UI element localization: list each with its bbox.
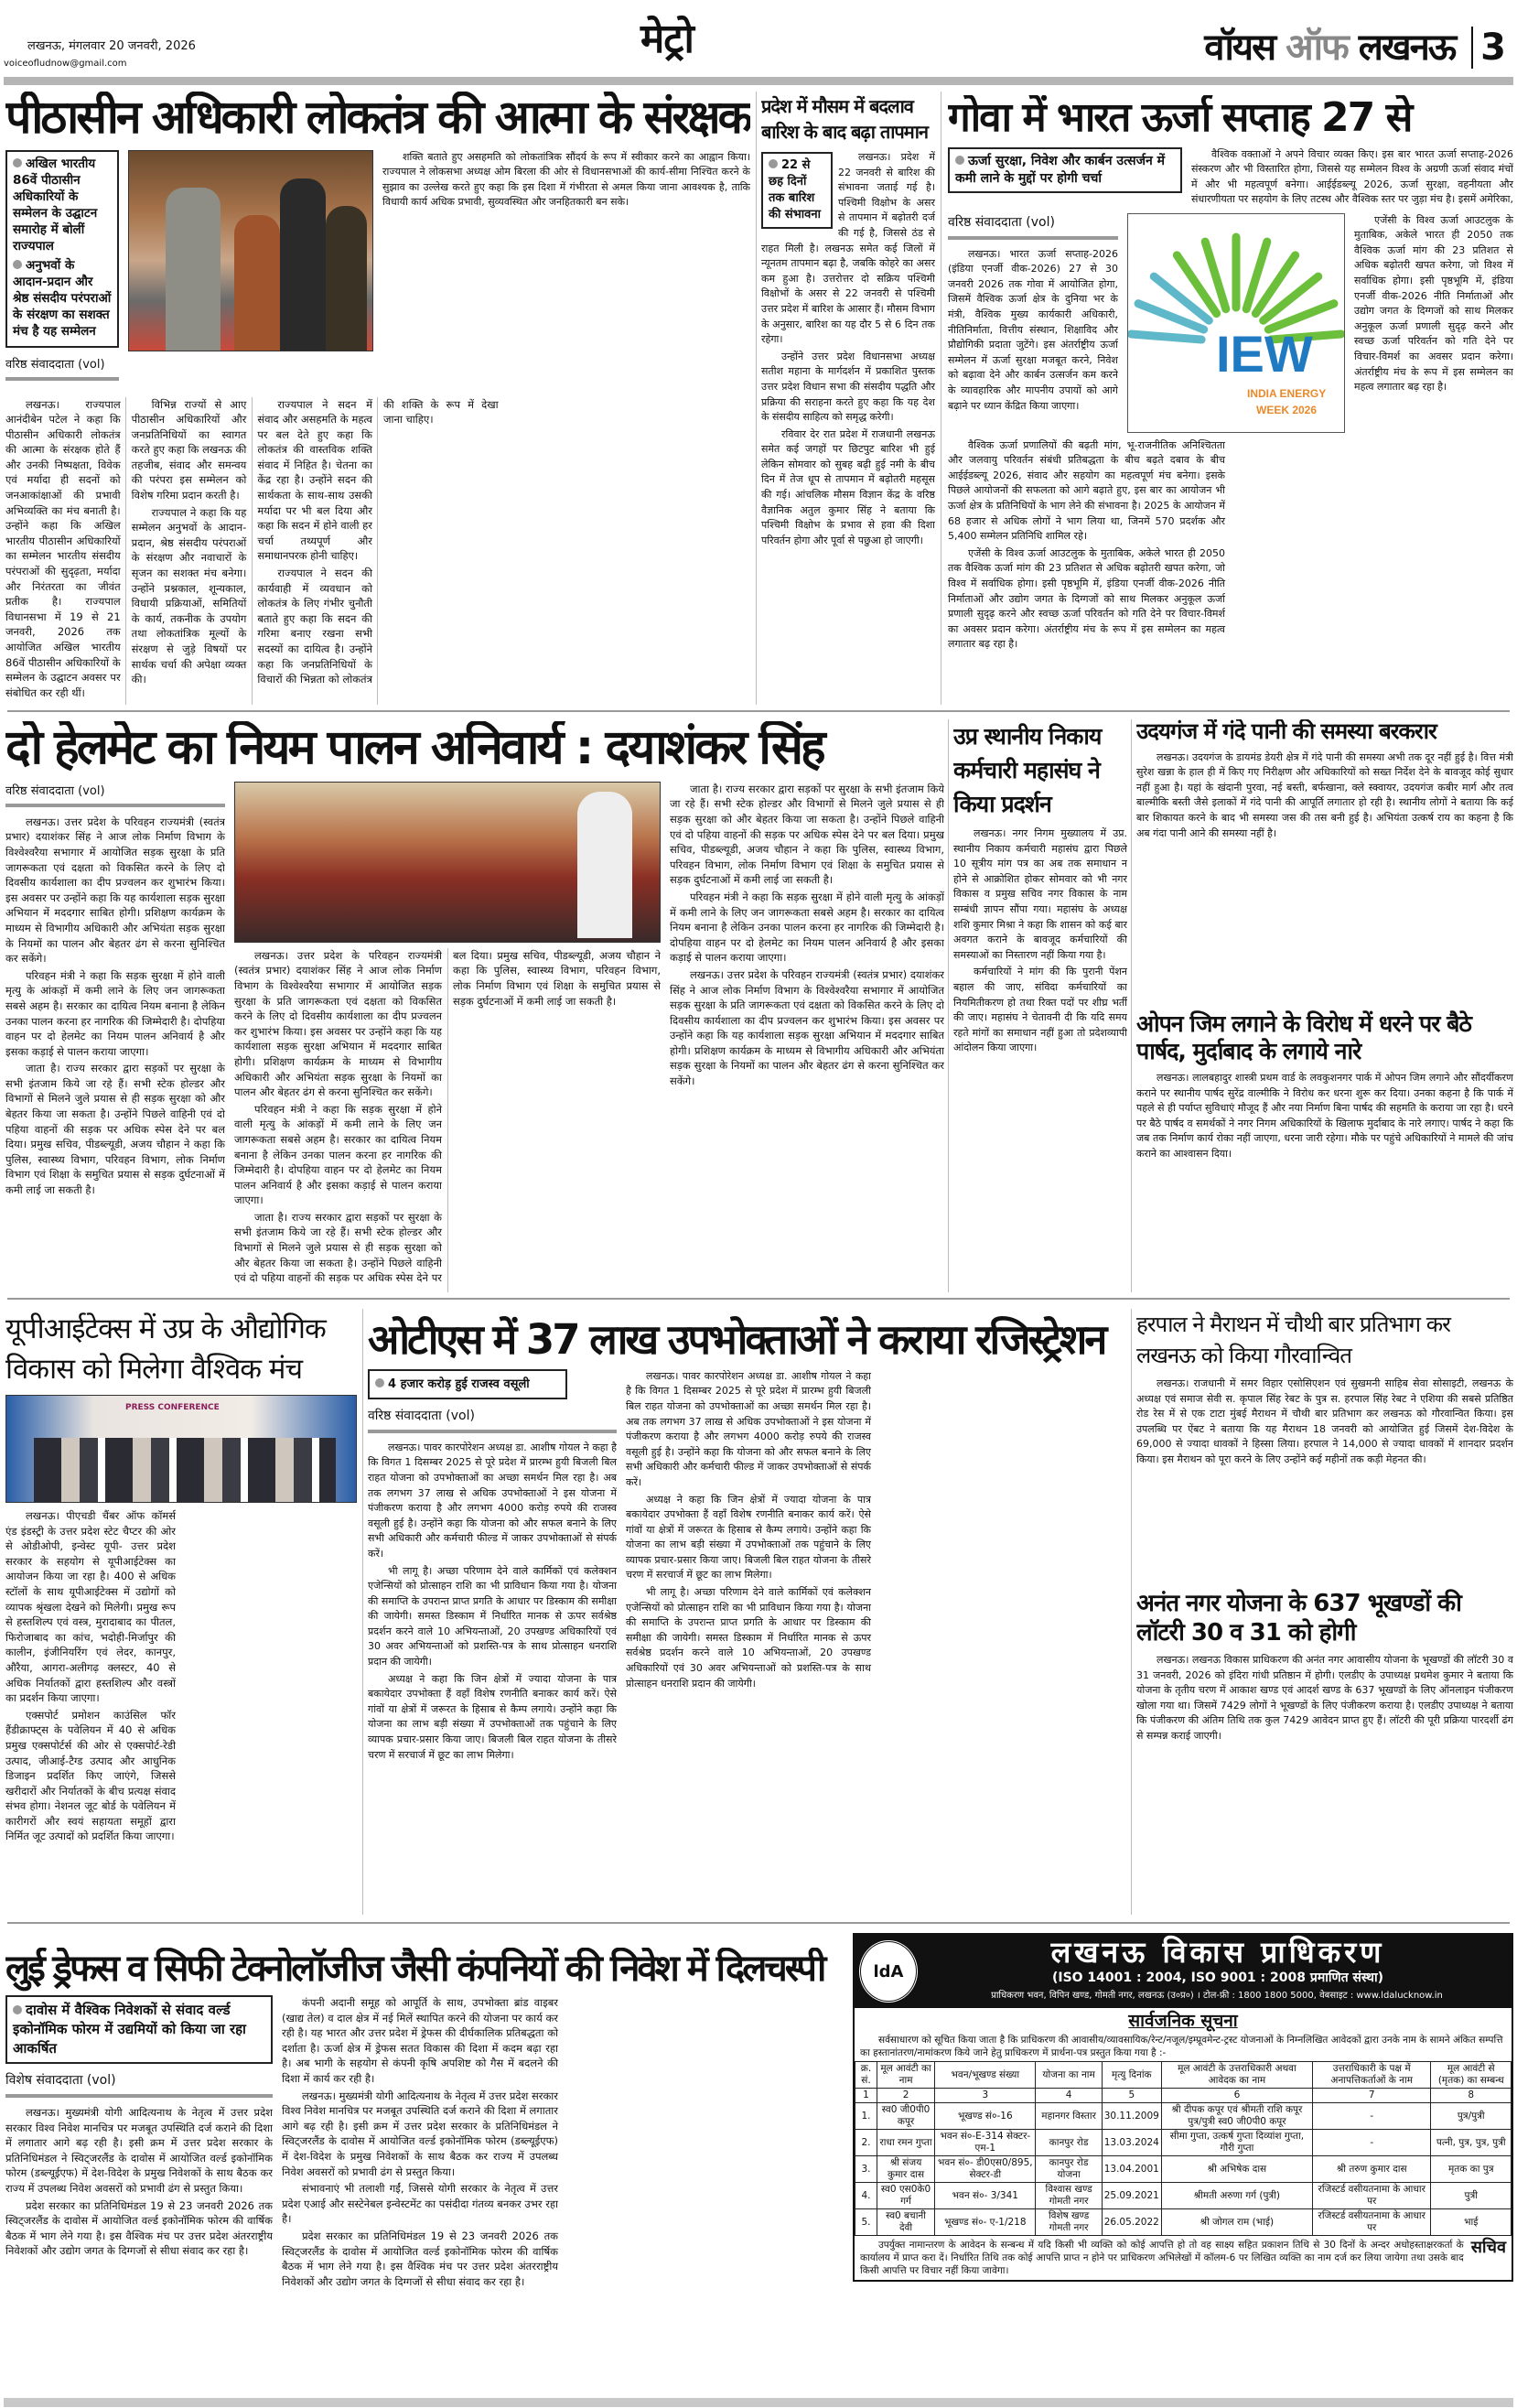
address-line: प्राधिकरण भवन, विपिन खण्ड, गोमती नगर, लखनऊ (उ०प्र०) । टोल-फ्री : 1800 1800 5000, वेबसाइट : www.ldalucknow.in [991, 1991, 1443, 2001]
article-body [948, 438, 1513, 705]
article-top-text [1191, 147, 1513, 208]
masthead-part: ऑफ [1286, 27, 1348, 69]
paragraph: लखनऊ। उत्तर प्रदेश के परिवहन राज्यमंत्री (स्वतंत्र प्रभार) दयाशंकर सिंह ने आज लोक निर्माण विभाग के विश्वेश्वरैया सभागार में आयोजित सड़क सुरक्षा के प्रति जागरूकता एवं दक्षता को विकसित करने के लिए दो दिवसीय कार्यशाला का दीप प्रज्वलन कर शुभारंभ किया। इस अवसर पर उन्होंने कहा कि यह कार्यशाला सड़क सुरक्षा अभियान में मददगार साबित होगी। प्रशिक्षण कार्यक्रम के माध्यम से विभागीय अधिकारी और अभियंता सड़क सुरक्षा के नियमों का पालन और बेहतर ढंग से करना सुनिश्चित कर सकेंगे। [5, 815, 225, 966]
article-body [1136, 1653, 1513, 1913]
paragraph: वैश्विक वक्ताओं ने अपने विचार व्यक्त किए। इस बार भारत ऊर्जा सप्ताह-2026 संस्करण और भी विस्तारित होगा, जिससे यह सम्मेलन विश्व के अग्रणी ऊर्जा संवाद मंचों में और भी महत्वपूर्ण बनेगा। आईईडब्ल्यू 2026, ऊर्जा सुरक्षा, वहनीयता और संधारणीयता पर सहयोग के लिए तटस्थ और वैश्विक स्तर पर जुड़ा मंच है। इसमें अमेरिका, [1191, 147, 1513, 206]
headline: हरपाल ने मैराथन में चौथी बार प्रतिभाग कर लखनऊ को किया गौरवान्वित [1136, 1312, 1450, 1368]
highlight: अनुभवों के आदान-प्रदान और श्रेष्ठ संसदीय परंपराओं के संरक्षण का सशक्त मंच है यह सम्मेलन [13, 257, 112, 339]
table-row [855, 2209, 1512, 2236]
iso-line: (ISO 14001 : 2004, ISO 9001 : 2008 प्रमाणित संस्था) [1051, 1971, 1384, 1985]
notice-heading: सार्वजनिक सूचना [1128, 2011, 1238, 2031]
highlight-box [761, 152, 833, 229]
byline: वरिष्ठ संवाददाता (vol) [5, 782, 225, 807]
table-cell: सीमा गुप्ता, उत्कर्ष गुप्ता दिव्यांश गुप्ता, गौरी गुप्ता [1161, 2130, 1312, 2156]
paragraph: लखनऊ। उत्तर प्रदेश के परिवहन राज्यमंत्री (स्वतंत्र प्रभार) दयाशंकर सिंह ने आज लोक निर्माण विभाग के विश्वेश्वरैया सभागार में आयोजित सड़क सुरक्षा के प्रति जागरूकता एवं दक्षता को विकसित करने के लिए दो दिवसीय कार्यशाला का दीप प्रज्वलन कर शुभारंभ किया। इस अवसर पर उन्होंने कहा कि यह कार्यशाला सड़क सुरक्षा अभियान में मददगार साबित होगी। प्रशिक्षण कार्यक्रम के माध्यम से विभागीय अधिकारी और अभियंता सड़क सुरक्षा के नियमों का पालन और बेहतर ढंग से करना सुनिश्चित कर सकेंगे। [234, 948, 442, 1099]
paragraph: परिवहन मंत्री ने कहा कि सड़क सुरक्षा में होने वाली मृत्यु के आंकड़ों में कमी लाने के लिए जन जागरूकता सबसे अहम है। सरकार का दायित्व नियम बनाना है लेकिन उनका पालन करना हर नागरिक की जिम्मेदारी है। दोपहिया वाहन पर दो हेलमेट का नियम पालन अनिवार्य है और इसका कड़ाई से पालन कराया जाएगा। [5, 968, 225, 1058]
paragraph: एजेंसी के विश्व ऊर्जा आउटलुक के मुताबिक, अकेले भारत ही 2050 तक वैश्विक ऊर्जा मांग की 23 प्रतिशत से अधिक बढ़ोतरी खपत करेगा, जो विश्व में सर्वाधिक होगा। इसी पृष्ठभूमि में, इंडिया एनर्जी वीक-2026 नीति निर्माताओं और उद्योग जगत के दिग्गजों को साथ मिलकर अनुकूल ऊर्जा प्रणाली सुदृढ़ करने और स्वच्छ ऊर्जा परिवर्तन को गति देने पर विचार-विमर्श का अवसर प्रदान करेगा। अंतर्राष्ट्रीय मंच के रूप में इस सम्मेलन का महत्व लगातार बढ़ रहा है। [948, 546, 1225, 651]
india-energy-week-logo [1127, 213, 1345, 433]
article-side-text [1354, 213, 1513, 433]
column-number: 5 [1102, 2089, 1161, 2103]
dateline: लखनऊ, मंगलवार 20 जनवरी, 2026 [27, 39, 196, 53]
table-cell: पुत्र/पुत्री [1431, 2103, 1512, 2130]
article-body [626, 1369, 1127, 1913]
photo-workshop-audience [234, 782, 661, 943]
weather-article [761, 93, 935, 705]
harpal-marathon-article [1136, 1309, 1513, 1583]
footer-text: उपर्युक्त नामान्तरण के आवेदन के सन्बन्ध में यदि किसी भी व्यक्ति को कोई आपत्ति हो तो वह साक्ष्य सहित प्रकाशन तिथि से 30 दिनों के अन्दर अधोहस्ताक्षरकर्ता के कार्यालय में प्राप्त करा दें। निर्धारित तिथि तक कोई आपत्ति प्राप्त न होने पर प्राधिकरण अभिलेखों में कॉलम-6 पर लिखित व्यक्ति का नाम दर्ज कर लिया जायेगा तथा उसके बाद किसी आपत्ति पर विचार नहीं किया जावेगा। [860, 2240, 1464, 2276]
table-cell: स्व0 बचानी देवी [877, 2209, 934, 2236]
paragraph: लखनऊ। राज्यपाल आनंदीबेन पटेल ने कहा कि पीठासीन अधिकारी लोकतंत्र की आत्मा के संरक्षक होते हैं और उनकी निष्पक्षता, विवेक एवं मर्यादा ही सदनों को जनआकांक्षाओं की प्रभावी अभिव्यक्ति का मंच बनाती है। उन्होंने कहा कि अखिल भारतीय पीठासीन अधिकारियों का सम्मेलन भारतीय संसदीय परंपराओं की सुदृढ़ता, मर्यादा और निरंतरता का जीवंत प्रतीक है। राज्यपाल विधानसभा में 19 से 21 जनवरी, 2026 तक आयोजित अखिल भारतीय 86वें पीठासीन अधिकारियों के सम्मेलन के उद्घाटन अवसर पर संबोधित कर रही थीं। [5, 397, 121, 699]
table-cell: श्री दीपक कपूर एवं श्रीमती राशि कपूर पुत्र/पुत्री स्व0 जी0पी0 कपूर [1161, 2103, 1312, 2130]
table-cell: पुत्री [1431, 2183, 1512, 2209]
table-cell: भवन सं०-E-314 सेक्टर-एम-1 [935, 2130, 1036, 2156]
table-cell: श्री अभिषेक दास [1161, 2156, 1312, 2183]
table-cell: कानपुर रोड [1036, 2130, 1102, 2156]
highlight: 22 से छह दिनों तक बारिश की संभावना [769, 158, 821, 221]
paragraph: लखनऊ। प्रदेश में 22 जनवरी से बारिश की संभावना जताई गई है। पश्चिमी विक्षोभ के असर से तापमान में बढ़ोतरी दर्ज की गई है, जिससे ठंड से राहत मिली है। लखनऊ समेत कई जिलों में न्यूनतम तापमान बढ़ा है, जबकि कोहरे का असर कम हुआ है। उत्तरोत्तर दो सक्रिय पश्चिमी विक्षोभों के असर से 22 जनवरी से पश्चिमी उत्तर प्रदेश में बारिश के आसार हैं। मौसम विभाग के अनुसार, बारिश का यह दौर 5 से 6 दिन तक रहेगा। [761, 151, 935, 346]
headline: गोवा में भारत ऊर्जा सप्ताह 27 से [948, 95, 1412, 141]
logo-text: IEW [1216, 324, 1313, 383]
paragraph: विभिन्न राज्यों से आए पीठासीन अधिकारियों और जनप्रतिनिधियों का स्वागत करते हुए कहा कि लखनऊ की तहजीब, संवाद और समन्वय की परंपरा इस सम्मेलन को विशेष गरिमा प्रदान करती है। [131, 397, 247, 502]
headline-line: बारिश के बाद बढ़ा तापमान [761, 121, 929, 143]
paragraph: उन्होंने उत्तर प्रदेश विधानसभा अध्यक्ष सतीश महाना के मार्गदर्शन में प्रकाशित पुस्तक उत्तर प्रदेश विधान सभा की संसदीय पद्धति और प्रक्रिया की सराहना करते हुए कहा कि यह देश के संसदीय साहित्य को समृद्ध करेगी। [761, 350, 935, 424]
column-number: 3 [935, 2089, 1036, 2103]
highlight-box [948, 147, 1182, 193]
paragraph: प्रदेश सरकार का प्रतिनिधिमंडल 19 से 23 जनवरी 2026 तक स्विट्जरलैंड के दावोस में आयोजित वर्ल्ड इकोनॉमिक फोरम की वार्षिक बैठक में भाग लेने गया है। इस वैश्विक मंच पर उत्तर प्रदेश अंतरराष्ट्रीय निवेशकों और उद्योग जगत के दिग्गजों से सीधा संवाद कर रहा है। [282, 2229, 558, 2288]
table-cell: पत्नी, पुत्र, पुत्र, पुत्री [1431, 2130, 1512, 2156]
notice-intro: सर्वसाधारण को सूचित किया जाता है कि प्राधिकरण की आवासीय/व्यावसायिक/रेन्ट/नजूल/इम्प्रूवमेन्ट-ट्रस्ट योजनाओं के निम्नलिखित आवेदकों द्वारा उनके नाम के सामने अंकित सम्पत्ति का हस्तानांतरण/नामांकरण किये जाने हेतु प्राधिकरण में प्रार्थना-पत्र प्रस्तुत किया गया है :- [860, 2035, 1503, 2058]
article-body-col1 [5, 2105, 273, 2380]
notice-title: लखनऊ विकास प्राधिकरण [1050, 1935, 1385, 1970]
highlight: 4 हजार करोड़ हुई राजस्व वसूली [388, 1377, 530, 1391]
table-cell: भूखण्ड सं०- ए-1/218 [935, 2209, 1036, 2236]
lda-emblem-icon [858, 1939, 919, 2003]
table-cell: 4. [855, 2183, 877, 2209]
highlight: अखिल भारतीय 86वें पीठासीन अधिकारियों के सम्मेलन के उद्घाटन समारोह में बोलीं राज्यपाल [13, 156, 98, 254]
paragraph: एजेंसी के विश्व ऊर्जा आउटलुक के मुताबिक, अकेले भारत ही 2050 तक वैश्विक ऊर्जा मांग की 23 प्रतिशत से अधिक बढ़ोतरी खपत करेगा, जो विश्व में सर्वाधिक होगा। इसी पृष्ठभूमि में, इंडिया एनर्जी वीक-2026 नीति निर्माताओं और उद्योग जगत के दिग्गजों को साथ मिलकर अनुकूल ऊर्जा प्रणाली सुदृढ़ करने और स्वच्छ ऊर्जा परिवर्तन को गति देने पर विचार-विमर्श का अवसर प्रदान करेगा। अंतर्राष्ट्रीय मंच के रूप में इस सम्मेलन का महत्व लगातार बढ़ रहा है। [1354, 213, 1513, 394]
table-cell: 3. [855, 2156, 877, 2183]
column-number: 4 [1036, 2089, 1102, 2103]
paragraph: वैश्विक ऊर्जा प्रणालियों की बढ़ती मांग, भू-राजनीतिक अनिश्चितता और जलवायु परिवर्तन संबंधी प्रतिबद्धता के बीच बढ़ते दबाव के बीच आईईडब्ल्यू 2026, संवाद और सहयोग का महत्वपूर्ण मंच बनेगा। इसके पिछले आयोजनों की सफलता को आगे बढ़ाते हुए, इस बार का आयोजन भी ऊर्जा क्षेत्र के प्रतिनिधियों के भाग लेने की संभावना है। 2025 के आयोजन में 68 हजार से अधिक लोगों ने भाग लिया था, जिनमें 570 प्रदर्शक और 5,400 सम्मेलन प्रतिनिधि शामिल रहे। [948, 438, 1225, 543]
article-body [953, 826, 1127, 1292]
highlight: ऊर्जा सुरक्षा, निवेश और कार्बन उत्सर्जन में कमी लाने के मुद्दों पर होगी चर्चा [955, 153, 1165, 186]
headline-line: प्रदेश में मौसम में बदलाव [761, 95, 913, 117]
paragraph: लखनऊ। भारत ऊर्जा सप्ताह-2026 (इंडिया एनर्जी वीक-2026) 27 से 30 जनवरी 2026 तक गोवा में आयोजित होगा, जिसमें वैश्विक ऊर्जा क्षेत्र के दुनिया भर के मंत्री, वैश्विक मुख्य कार्यकारी अधिकारी, नीतिनिर्माता, वित्तीय संस्थान, शिक्षाविद और प्रौद्योगिकी प्रदाता जुटेंगे। इस अंतर्राष्ट्रीय ऊर्जा सम्मेलन में ऊर्जा सुरक्षा मजबूत करने, निवेश को बढ़ावा देने और कार्बन उत्सर्जन कम करने के व्यावहारिक और मापनीय उपायों को आगे बढ़ाने पर ध्यान केंद्रित किया जाएगा। [948, 247, 1118, 412]
table-cell: श्री तरुण कुमार दास [1312, 2156, 1431, 2183]
masthead-part: वॉयस [1204, 27, 1275, 69]
column-header: क्र. सं. [855, 2062, 877, 2089]
headline: उप्र स्थानीय निकाय कर्मचारी महासंघ ने किया प्रदर्शन [953, 723, 1102, 817]
header-rule [4, 77, 1513, 85]
table-cell: मृतक का पुत्र [1431, 2156, 1512, 2183]
article-body [5, 397, 750, 706]
headline [761, 93, 935, 145]
goa-energy-week-article [948, 95, 1513, 705]
headline: उदयगंज में गंदे पानी की समस्या बरकरार [1136, 719, 1436, 744]
email: voiceofludnow@gmail.com [4, 59, 127, 69]
article-body [761, 150, 935, 705]
lda-public-notice [853, 1933, 1513, 2282]
column-number: 1 [855, 2089, 877, 2103]
paragraph: कंपनी अदानी समूह को आपूर्ति के साथ, उपभोक्ता ब्रांड वाइबर (खाद्य तेल) व दाल क्षेत्र में नई मिलें स्थापित करने की योजना पर कार्य कर रही है। यह भारत और उत्तर प्रदेश में ड्रेफस की दीर्घकालिक प्रतिबद्धता को दर्शाता है। ऊर्जा क्षेत्र में ड्रेफस सतत विकास की दिशा में कदम बढ़ा रहा है। अब भागी के सहयोग से कंपनी कृषि अपशिष्ट को गैस में बदलने की दिशा में कार्य कर रही है। [282, 1996, 558, 2085]
table-cell: विशेष खण्ड गोमती नगर [1036, 2209, 1102, 2236]
table-cell: विश्वास खण्ड गोमती नगर [1036, 2183, 1102, 2209]
paragraph: लखनऊ। पीएचडी चैंबर ऑफ कॉमर्स एंड इंडस्ट्री के उत्तर प्रदेश स्टेट चैप्टर की ओर से ओडीओपी, इन्वेस्ट यूपी- उत्तर प्रदेश सरकार के सहयोग से यूपीआईटेक्स का आयोजन किया जा रहा है। 400 से अधिक स्टॉलों के साथ यूपीआईटेक्स में उद्योगों को व्यापक श्रृंखला देखने को मिलेगी। प्रमुख रूप से हस्तशिल्प एवं वस्त्र, मुरादाबाद का पीतल, फिरोजाबाद का कांच, भदोही-मिर्जापुर की कालीन, इंजीनियरिंग एवं लेदर, कानपुर, औरैया, आगरा-अलीगढ़ क्लस्टर, 40 से अधिक निर्यातकों द्वारा हस्तशिल्प और वस्त्रों का प्रदर्शन किया जाएगा। [5, 1509, 176, 1705]
article-body [1136, 1377, 1513, 1583]
column-number: 8 [1431, 2089, 1512, 2103]
table-cell: श्री जोगल राम (भाई) [1161, 2209, 1312, 2236]
article-body [234, 948, 661, 1292]
table-cell: 13.04.2001 [1102, 2156, 1161, 2183]
column-header: योजना का नाम [1036, 2062, 1102, 2089]
article-body-col3 [670, 782, 944, 1292]
column-header: मूल आवंटी से (मृतक) का सम्बन्ध [1431, 2062, 1512, 2089]
byline: वरिष्ठ संवाददाता (vol) [5, 355, 119, 381]
table-row [855, 2183, 1512, 2209]
table-cell: भूखण्ड सं०-16 [935, 2103, 1036, 2130]
page-number: 3 [1471, 27, 1504, 69]
table-cell: रजिस्टर्ड वसीयतनामा के आधार पर [1312, 2209, 1431, 2236]
photo-press-conference [5, 1395, 357, 1503]
paragraph: राज्यपाल ने सदन की कार्यवाही में व्यवधान को लोकतंत्र के लिए गंभीर चुनौती बताते हुए कहा कि सदन की गरिमा बनाए रखना सभी सदस्यों का दायित्व है। उन्होंने कहा कि जनप्रतिनिधियों के विचारों की भिन्नता को लोकतंत्र की शक्ति के रूप में देखा जाना चाहिए। [257, 397, 499, 686]
table-cell: 13.03.2024 [1102, 2130, 1161, 2156]
highlight-box [5, 150, 119, 348]
notice-table [855, 2061, 1512, 2236]
lead-article [5, 92, 750, 705]
paragraph: अध्यक्ष ने कहा कि जिन क्षेत्रों में ज्यादा योजना के पात्र बकायेदार उपभोक्ता हैं वहाँ विशेष रणनीति बनाकर कार्य करें। ऐसे गांवों या क्षेत्रों में जरूरत के हिसाब से कैम्प लगाये। उन्होंने कहा कि योजना का लाभ बड़ी संख्या में उपभोक्ताओं तक पहुंचाने के लिए व्यापक प्रचार-प्रसार किया जाए। बिजली बिल राहत योजना के तीसरे चरण में सरचार्ज में छूट का लाभ मिलेगा। [626, 1493, 871, 1582]
column-header: मूल आवंटी के उत्तराधिकारी अथवा आवेदक का नाम [1161, 2062, 1312, 2089]
table-cell: - [1312, 2130, 1431, 2156]
column-number: 6 [1161, 2089, 1312, 2103]
notice-footer [855, 2236, 1512, 2280]
column-header: मूल आवंटी का नाम [877, 2062, 934, 2089]
highlight-box [5, 1995, 273, 2064]
paragraph: एक्सपोर्ट प्रमोशन काउंसिल फॉर हैंडीक्राफ्ट्स के पवेलियन में 40 से अधिक प्रमुख एक्सपोर्टर्स की ओर से एक्सपोर्ट-रेडी उत्पाद, जीआई-टैग्ड उत्पाद और आधुनिक डिजाइन प्रदर्शित किए जाएंगे, जिससे खरीदारों और निर्यातकों के बीच प्रत्यक्ष संवाद संभव होगा। नेशनल जूट बोर्ड के पवेलियन में कारीगरों और स्वयं सहायता समूहों द्वारा निर्मित जूट उत्पादों को प्रदर्शित किया जाएगा। [5, 1708, 176, 1843]
table-cell: कानपुर रोड योजना [1036, 2156, 1102, 2183]
table-cell: - [1312, 2103, 1431, 2130]
emblem-letters: ldA [873, 1961, 904, 1981]
table-cell: 2. [855, 2130, 877, 2156]
article-body [1136, 1071, 1513, 1292]
table-cell: भवन सं०- डी0एस0/895, सेक्टर-डी [935, 2156, 1036, 2183]
column-number: 2 [877, 2089, 934, 2103]
headline: पीठासीन अधिकारी लोकतंत्र की आत्मा के संरक्षक [5, 92, 750, 144]
paragraph: लखनऊ। नगर निगम मुख्यालय में उप्र. स्थानीय निकाय कर्मचारी महासंघ द्वारा पिछले 10 सूत्रीय मांग पत्र का अब तक समाधान न होने से आक्रोशित होकर सोमवार को भी नगर विकास व प्रमुख सचिव नगर विकास के नाम सम्बंधी ज्ञापन सौंपा गया। महासंघ के अध्यक्ष शशि कुमार मिश्रा ने कहा कि शासन को कई बार अवगत कराने के बावजूद कर्मचारियों की समस्याओं का निस्तारण नहीं किया गया है। [953, 827, 1127, 961]
paragraph: परिवहन मंत्री ने कहा कि सड़क सुरक्षा में होने वाली मृत्यु के आंकड़ों में कमी लाने के लिए जन जागरूकता सबसे अहम है। सरकार का दायित्व नियम बनाना है लेकिन उनका पालन करना हर नागरिक की जिम्मेदारी है। दोपहिया वाहन पर दो हेलमेट का नियम पालन अनिवार्य है और इसका कड़ाई से पालन कराया जाएगा। [670, 890, 944, 965]
highlight: दावोस में वैश्विक निवेशकों से संवाद वर्ल्ड इकोनॉमिक फोरम में उद्यमियों को किया जा रहा आकर्षित [13, 2002, 246, 2057]
paragraph: अध्यक्ष ने कहा कि जिन क्षेत्रों में ज्यादा योजना के पात्र बकायेदार उपभोक्ता हैं वहाँ विशेष रणनीति बनाकर कार्य करें। ऐसे गांवों या क्षेत्रों में जरूरत के हिसाब से कैम्प लगाये। उन्होंने कहा कि योजना का लाभ बड़ी संख्या में उपभोक्ताओं तक पहुंचाने के लिए व्यापक प्रचार-प्रसार किया जाए। बिजली बिल राहत योजना के तीसरे चरण में सरचार्ज में छूट का लाभ मिलेगा। [368, 1672, 617, 1761]
paragraph: कर्मचारियों ने मांग की कि पुरानी पेंशन बहाल की जाए, संविदा कर्मचारियों का नियमितीकरण हो तथा रिक्त पदों पर शीघ्र भर्ती की जाए। महासंघ ने चेतावनी दी कि यदि समय रहते मांगों का समाधान नहीं हुआ तो प्रदेशव्यापी आंदोलन किया जाएगा। [953, 966, 1127, 1054]
table-cell: महानगर विस्तार [1036, 2103, 1102, 2130]
paragraph: लखनऊ। मुख्यमंत्री योगी आदित्यनाथ के नेतृत्व में उत्तर प्रदेश सरकार विश्व निवेश मानचित्र पर मजबूत उपस्थिति दर्ज कराने की दिशा में लगातार आगे बढ़ रही है। इसी क्रम में उत्तर प्रदेश सरकार के प्रतिनिधिमंडल ने स्विट्जरलैंड के दावोस में आयोजित वर्ल्ड इकोनॉमिक फोरम (डब्ल्यूईएफ) में देश-विदेश के प्रमुख निवेशकों के साथ बैठक कर राज्य में उपलब्ध निवेश अवसरों को प्रभावी ढंग से प्रस्तुत किया। [282, 2089, 558, 2178]
headline: ओपन जिम लगाने के विरोध में धरने पर बैठे पार्षद, मुर्दाबाद के लगाये नारे [1136, 1010, 1471, 1064]
paragraph: रविवार देर रात प्रदेश में राजधानी लखनऊ समेत कई जगहों पर छिटपुट बारिश भी हुई लेकिन सोमवार को सुबह बढ़ी हुई नमी के बीच दिन में तेज धूप से तापमान में बढ़ोतरी महसूस की गई। आंचलिक मौसम विज्ञान केंद्र के वरिष्ठ वैज्ञानिक अतुल कुमार सिंह ने बताया कि पश्चिमी विक्षोभ के प्रभाव से हवा की दिशा परिवर्तन होगा और पूर्वा से पछुआ हो जाएगी। [761, 427, 935, 546]
headline: दो हेलमेट का नियम पालन अनिवार्य : दयाशंकर सिंह [5, 721, 823, 775]
helmet-rule-article [5, 721, 944, 1292]
paragraph: लखनऊ। लखनऊ विकास प्राधिकरण की अनंत नगर आवासीय योजना के भूखण्डों की लॉटरी 30 व 31 जनवरी, 2026 को इंदिरा गांधी प्रतिष्ठान में होगी। एलडीए के उपाध्यक्ष प्रथमेश कुमार ने बताया कि योजना के तृतीय चरण में आकाश खण्ड एवं आदर्श खण्ड के 637 भूखण्डों के लिए ऑनलाइन पंजीकरण खोला गया था। जिसमें 7429 लोगों ने भूखण्डों के लिए पंजीकरण कराया है। एलडीए उपाध्यक्ष ने बताया कि पंजीकरण की अंतिम तिथि तक कुल 7429 आवेदन प्राप्त हुए हैं। लॉटरी की पूरी प्रक्रिया पारदर्शी ढंग से सम्पन्न कराई जाएगी। [1136, 1654, 1513, 1742]
open-gym-protest-article [1136, 1010, 1513, 1292]
table-cell: राधा रमन गुप्ता [877, 2130, 934, 2156]
masthead [1204, 20, 1504, 70]
table-cell: 26.05.2022 [1102, 2209, 1161, 2236]
table-cell: 25.09.2021 [1102, 2183, 1161, 2209]
paragraph: राज्यपाल ने सदन में संवाद और असहमति के महत्व पर बल देते हुए कहा कि लोकतंत्र की वास्तविक शक्ति संवाद में निहित है। चेतना का केंद्र रहा है। उन्होंने सदन की सार्थकता के साथ-साथ उसकी मर्यादा पर भी बल दिया और कहा कि सदन में होने वाली हर चर्चा तथ्यपूर्ण और समाधानपरक होनी चाहिए। [257, 397, 372, 563]
paragraph: प्रदेश सरकार का प्रतिनिधिमंडल 19 से 23 जनवरी 2026 तक स्विट्जरलैंड के दावोस में आयोजित वर्ल्ड इकोनॉमिक फोरम की वार्षिक बैठक में भाग लेने गया है। इस वैश्विक मंच पर उत्तर प्रदेश अंतरराष्ट्रीय निवेशकों और उद्योग जगत के दिग्गजों से सीधा संवाद कर रहा है। [5, 2198, 273, 2258]
paragraph: लखनऊ। पावर कारपोरेशन अध्यक्ष डा. आशीष गोयल ने कहा है कि विगत 1 दिसम्बर 2025 से पूरे प्रदेश में प्रारम्भ हुयी बिजली बिल राहत योजना को उपभोक्ताओं का अच्छा समर्थन मिल रहा है। अब तक लगभग 37 लाख से अधिक उपभोक्ताओं ने इस योजना में पंजीकरण कराया है और लगभग 4000 करोड़ रुपये की राजस्व वसूली हुई है। उन्होंने कहा कि योजना को और सफल बनाने के लिए सभी अधिकारी और कर्मचारी फील्ड में जाकर उपभोक्ताओं से संपर्क करें। [626, 1369, 871, 1488]
karmchari-protest-article [953, 719, 1127, 1292]
paragraph: लखनऊ। पावर कारपोरेशन अध्यक्ष डा. आशीष गोयल ने कहा है कि विगत 1 दिसम्बर 2025 से पूरे प्रदेश में प्रारम्भ हुयी बिजली बिल राहत योजना को उपभोक्ताओं का अच्छा समर्थन मिल रहा है। अब तक लगभग 37 लाख से अधिक उपभोक्ताओं ने इस योजना में पंजीकरण कराया है और लगभग 4000 करोड़ रुपये की राजस्व वसूली हुई है। उन्होंने कहा कि योजना को और सफल बनाने के लिए सभी अधिकारी और कर्मचारी फील्ड में जाकर उपभोक्ताओं से संपर्क करें। [368, 1441, 617, 1560]
paragraph: शक्ति बताते हुए असहमति को लोकतांत्रिक सौंदर्य के रूप में स्वीकार करने का आह्वान किया। राज्यपाल ने लोकसभा अध्यक्ष ओम बिरला की ओर से विधानसभाओं की कार्य-सीमा निश्चित करने के सुझाव का उल्लेख करते हुए कहा कि इस दिशा में गंभीरता से अमल किया जाना आवश्यक है, ताकि विधायी कार्य अधिक प्रभावी, सुव्यवस्थित और जनहितकारी बन सके। [382, 150, 750, 209]
paragraph: राज्यपाल ने कहा कि यह सम्मेलन अनुभवों के आदान-प्रदान, श्रेष्ठ संसदीय परंपराओं के संरक्षण और नवाचारों के सृजन का सशक्त मंच बनेगा। उन्होंने प्रश्नकाल, शून्यकाल, विधायी प्रक्रियाओं, समितियों के कार्य, तकनीक के उपयोग तथा लोकतांत्रिक मूल्यों के संरक्षण से जुड़े विषयों पर सार्थक चर्चा की अपेक्षा व्यक्त की। [131, 505, 247, 686]
logo-ray [1131, 334, 1201, 340]
logo-subtitle: INDIA ENERGY [1247, 386, 1327, 400]
paragraph: जाता है। राज्य सरकार द्वारा सड़कों पर सुरक्षा के सभी इंतजाम किये जा रहे हैं। सभी स्टेक होल्डर और विभागों से मिलने जुले प्रयास से ही सड़क सुरक्षा को और बेहतर किया जा सकता है। उन्होंने पिछले वाहिनी एवं दो पहिया वाहनों की सड़क पर अधिक स्पेस देने पर बल दिया। प्रमुख सचिव, पीडब्ल्यूडी, अजय चौहान ने कहा कि पुलिस, स्वास्थ्य विभाग, परिवहन विभाग, लोक निर्माण विभाग एवं शिक्षा के समुचित प्रयास से सड़क दुर्घटनाओं में कमी लाई जा सकती है। [5, 1062, 225, 1197]
column-header: भवन/भूखण्ड संख्या [935, 2062, 1036, 2089]
photo-governor-lamp-lighting [128, 150, 373, 351]
article-intro [948, 247, 1118, 433]
highlight-box [368, 1369, 567, 1399]
section-title: मेट्रो [640, 16, 694, 62]
table-row [855, 2130, 1512, 2156]
column-header: मृत्यु दिनांक [1102, 2062, 1161, 2089]
article-body [1136, 750, 1513, 1005]
article-body [282, 1995, 845, 2380]
paragraph: लखनऊ। उत्तर प्रदेश के परिवहन राज्यमंत्री (स्वतंत्र प्रभार) दयाशंकर सिंह ने आज लोक निर्माण विभाग के विश्वेश्वरैया सभागार में आयोजित सड़क सुरक्षा के प्रति जागरूकता एवं दक्षता को विकसित करने के लिए दो दिवसीय कार्यशाला का दीप प्रज्वलन कर शुभारंभ किया। इस अवसर पर उन्होंने कहा कि यह कार्यशाला सड़क सुरक्षा अभियान में मददगार साबित होगी। प्रशिक्षण कार्यक्रम के माध्यम से विभागीय अधिकारी और अभियंता सड़क सुरक्षा के नियमों का पालन और बेहतर ढंग से करना सुनिश्चित कर सकेंगे। [670, 967, 944, 1088]
article-body [5, 1508, 357, 1913]
footer-rule [4, 2398, 1513, 2407]
table-cell: स्व0 जी0पी0 कपूर [877, 2103, 934, 2130]
signatory: सचिव [1470, 2238, 1506, 2257]
headline: अनंत नगर योजना के 637 भूखण्डों की लॉटरी 30 व 31 को होगी [1136, 1590, 1461, 1647]
table-cell: भाई [1431, 2209, 1512, 2236]
table-row [855, 2103, 1512, 2130]
sunburst-logo-icon [1128, 214, 1344, 432]
byline: विशेष संवाददाता (vol) [5, 2071, 273, 2098]
headline: यूपीआईटेक्स में उप्र के औद्योगिक विकास को मिलेगा वैश्विक मंच [5, 1312, 326, 1386]
table-cell: 5. [855, 2209, 877, 2236]
logo-subtitle: WEEK 2026 [1256, 403, 1318, 416]
paragraph: परिवहन मंत्री ने कहा कि सड़क सुरक्षा में होने वाली मृत्यु के आंकड़ों में कमी लाने के लिए जन जागरूकता सबसे अहम है। सरकार का दायित्व नियम बनाना है लेकिन उनका पालन करना हर नागरिक की जिम्मेदारी है। दोपहिया वाहन पर दो हेलमेट का नियम पालन अनिवार्य है और इसका कड़ाई से पालन कराया जाएगा। [234, 1102, 442, 1207]
paragraph: जाता है। राज्य सरकार द्वारा सड़कों पर सुरक्षा के सभी इंतजाम किये जा रहे हैं। सभी स्टेक होल्डर और विभागों से मिलने जुले प्रयास से ही सड़क सुरक्षा को और बेहतर किया जा सकता है। उन्होंने पिछले वाहिनी एवं दो पहिया वाहनों की सड़क पर अधिक स्पेस देने पर बल दिया। प्रमुख सचिव, पीडब्ल्यूडी, अजय चौहान ने कहा कि पुलिस, स्वास्थ्य विभाग, परिवहन विभाग, लोक निर्माण विभाग एवं शिक्षा के समुचित प्रयास से सड़क दुर्घटनाओं में कमी लाई जा सकती है। [234, 948, 661, 1285]
banner-text: PRESS CONFERENCE [125, 1403, 220, 1412]
table-cell: श्रीमती अरुणा गर्ग (पुत्री) [1161, 2183, 1312, 2209]
table-cell: रजिस्टर्ड वसीयतनामा के आधार पर [1312, 2183, 1431, 2209]
byline: वरिष्ठ संवाददाता (vol) [948, 213, 1118, 240]
table-cell: स्व0 एस0के0 गर्ग [877, 2183, 934, 2209]
table-cell: 1. [855, 2103, 877, 2130]
paragraph: संभावनाएं भी तलाशी गईं, जिससे योगी सरकार के नेतृत्व में उत्तर प्रदेश एआई और सस्टेनेबल इन्वेस्टमेंट का पसंदीदा गंतव्य बनकर उभर रहा है। [282, 2182, 558, 2226]
paragraph: भी लागू है। अच्छा परिणाम देने वाले कार्मिकों एवं कलेक्शन एजेन्सियों को प्रोत्साहन राशि का भी प्राविधान किया गया है। योजना की समाप्ति के उपरान्त प्राप्त प्रगति के आधार पर डिस्काम की समीक्षा की जायेगी। समस्त डिस्काम में निर्धारित मानक से ऊपर सर्वश्रेष्ठ प्रदर्शन करने वाले 10 अभियन्ताओं, 20 उपखण्ड अधिकारियों एवं 30 अवर अभियन्ताओं को प्रशस्ति-पत्र के साथ प्रोत्साहन धनराशि प्रदान की जायेगी। [626, 1586, 871, 1690]
upitex-article [5, 1309, 357, 1913]
paragraph: भी लागू है। अच्छा परिणाम देने वाले कार्मिकों एवं कलेक्शन एजेन्सियों को प्रोत्साहन राशि का भी प्राविधान किया गया है। योजना की समाप्ति के उपरान्त प्राप्त प्रगति के आधार पर डिस्काम की समीक्षा की जायेगी। समस्त डिस्काम में निर्धारित मानक से ऊपर सर्वश्रेष्ठ प्रदर्शन करने वाले 10 अभियन्ताओं, 20 उपखण्ड अधिकारियों एवं 30 अवर अभियन्ताओं को प्रशस्ति-पत्र के साथ प्रोत्साहन धनराशि प्रदान की जायेगी। [368, 1564, 617, 1668]
table-row [855, 2156, 1512, 2183]
byline: वरिष्ठ संवाददाता (vol) [368, 1407, 617, 1433]
dreyfus-investment-article [5, 1948, 845, 2380]
udayganj-water-article [1136, 719, 1513, 1005]
column-header: उत्तराधिकारी के पक्ष में अनापत्तिकर्ताओं के नाम [1312, 2062, 1431, 2089]
notice-header [855, 1935, 1512, 2008]
paragraph: लखनऊ। उदयगंज के डायमंड डेयरी क्षेत्र में गंदे पानी की समस्या अभी तक दूर नहीं हुई है। वित्त मंत्री सुरेश खन्ना के हाल ही में किए गए निरीक्षण और अधिकारियों को सख्त निर्देश देने के बावजूद कोई सुधार नहीं हुआ है। यहां के खंदानी पुरवा, नई बस्ती, बर्फखाना, क्ले स्क्वायर, उदयगंज कबीर मार्ग और तत्व बाल्मीकि बस्ती जैसे इलाकों में गंदे पानी की आपूर्ति लगातार हो रही है। स्थानीय लोगों ने बताया कि कई बार शिकायत करने के बाद भी समस्या जस की तस बनी हुई है। अभियंता उत्कर्ष राय का कहना है कि अब गंदा पानी आने की समस्या नहीं है। [1136, 750, 1513, 839]
article-body-col1 [5, 815, 225, 1292]
article-side-text [382, 150, 750, 351]
table-cell: 30.11.2009 [1102, 2103, 1161, 2130]
ots-registration-article [368, 1316, 1127, 1913]
masthead-part: लखनऊ [1358, 27, 1456, 69]
headline: ओटीएस में 37 लाख उपभोक्ताओं ने कराया रजिस्ट्रेशन [368, 1316, 1105, 1364]
paragraph: लखनऊ। मुख्यमंत्री योगी आदित्यनाथ के नेतृत्व में उत्तर प्रदेश सरकार विश्व निवेश मानचित्र पर मजबूत उपस्थिति दर्ज कराने की दिशा में लगातार आगे बढ़ रही है। इसी क्रम में उत्तर प्रदेश सरकार के प्रतिनिधिमंडल ने स्विट्जरलैंड के दावोस में आयोजित वर्ल्ड इकोनॉमिक फोरम (डब्ल्यूईएफ) में देश-विदेश के प्रमुख निवेशकों के साथ बैठक कर राज्य में उपलब्ध निवेश अवसरों को प्रभावी ढंग से प्रस्तुत किया। [5, 2106, 273, 2195]
paragraph: लखनऊ। राजधानी में समर विहार एसोसिएशन एवं सुखमनी साहिब सेवा सोसाइटी, लखनऊ के अध्यक्ष एवं समाज सेवी स. कृपाल सिंह रेबट के पुत्र स. हरपाल सिंह रेबट ने एशिया की सबसे प्रतिष्ठित रोड रेस में से एक टाटा मुंबई मैराथन में चौथी बार प्रतिभाग कर लखनऊ को गौरवान्वित किया। इस उपलब्धि पर ऐंबट ने बताया कि यह मैराथन 18 जनवरी को आयोजित हुई जिसमें देश-विदेश के 69,000 से ज्यादा धावकों ने हिस्सा लिया। हरपाल ने 14,000 से ज्यादा धावकों में शानदार प्रदर्शन किया। इस मैराथन को पूरा करने के लिए उन्होंने कई महीनों तक कड़ी मेहनत की। [1136, 1377, 1513, 1465]
table-cell: भवन सं०- 3/341 [935, 2183, 1036, 2209]
column-number: 7 [1312, 2089, 1431, 2103]
headline: लुई ड्रेफस व सिफी टेक्नोलॉजीज जैसी कंपनियों की निवेश में दिलचस्पी [5, 1948, 824, 1990]
paragraph: लखनऊ। लालबहादुर शास्त्री प्रथम वार्ड के लवकुशनगर पार्क में ओपन जिम लगाने और सौंदर्यीकरण कराने पर स्थानीय पार्षद सुरेंद्र वाल्मीकि ने विरोध कर धरना शुरू कर दिया। उनका कहना है कि पार्क में पहले से ही पर्याप्त सुविधाएं मौजूद हैं और नया निर्माण बिना पार्षद की सहमति के कराया जा रहा है। धरने पर बैठे पार्षद व समर्थकों ने नगर निगम अधिकारियों के खिलाफ मुर्दाबाद के नारे लगाए। पार्षद ने कहा कि जब तक निर्माण कार्य रोका नहीं जाएगा, धरना जारी रहेगा। मौके पर पहुंचे अधिकारियों ने मामले की जांच कराने का आश्वासन दिया। [1136, 1072, 1513, 1160]
paragraph: जाता है। राज्य सरकार द्वारा सड़कों पर सुरक्षा के सभी इंतजाम किये जा रहे हैं। सभी स्टेक होल्डर और विभागों से मिलने जुले प्रयास से ही सड़क सुरक्षा को और बेहतर किया जा सकता है। उन्होंने पिछले वाहिनी एवं दो पहिया वाहनों की सड़क पर अधिक स्पेस देने पर बल दिया। प्रमुख सचिव, पीडब्ल्यूडी, अजय चौहान ने कहा कि पुलिस, स्वास्थ्य विभाग, परिवहन विभाग, लोक निर्माण विभाग एवं शिक्षा के समुचित प्रयास से सड़क दुर्घटनाओं में कमी लाई जा सकती है। [670, 782, 944, 887]
table-cell: श्री संजय कुमार दास [877, 2156, 934, 2183]
article-body-col1 [368, 1441, 617, 1913]
anant-nagar-lottery-article [1136, 1589, 1513, 1913]
